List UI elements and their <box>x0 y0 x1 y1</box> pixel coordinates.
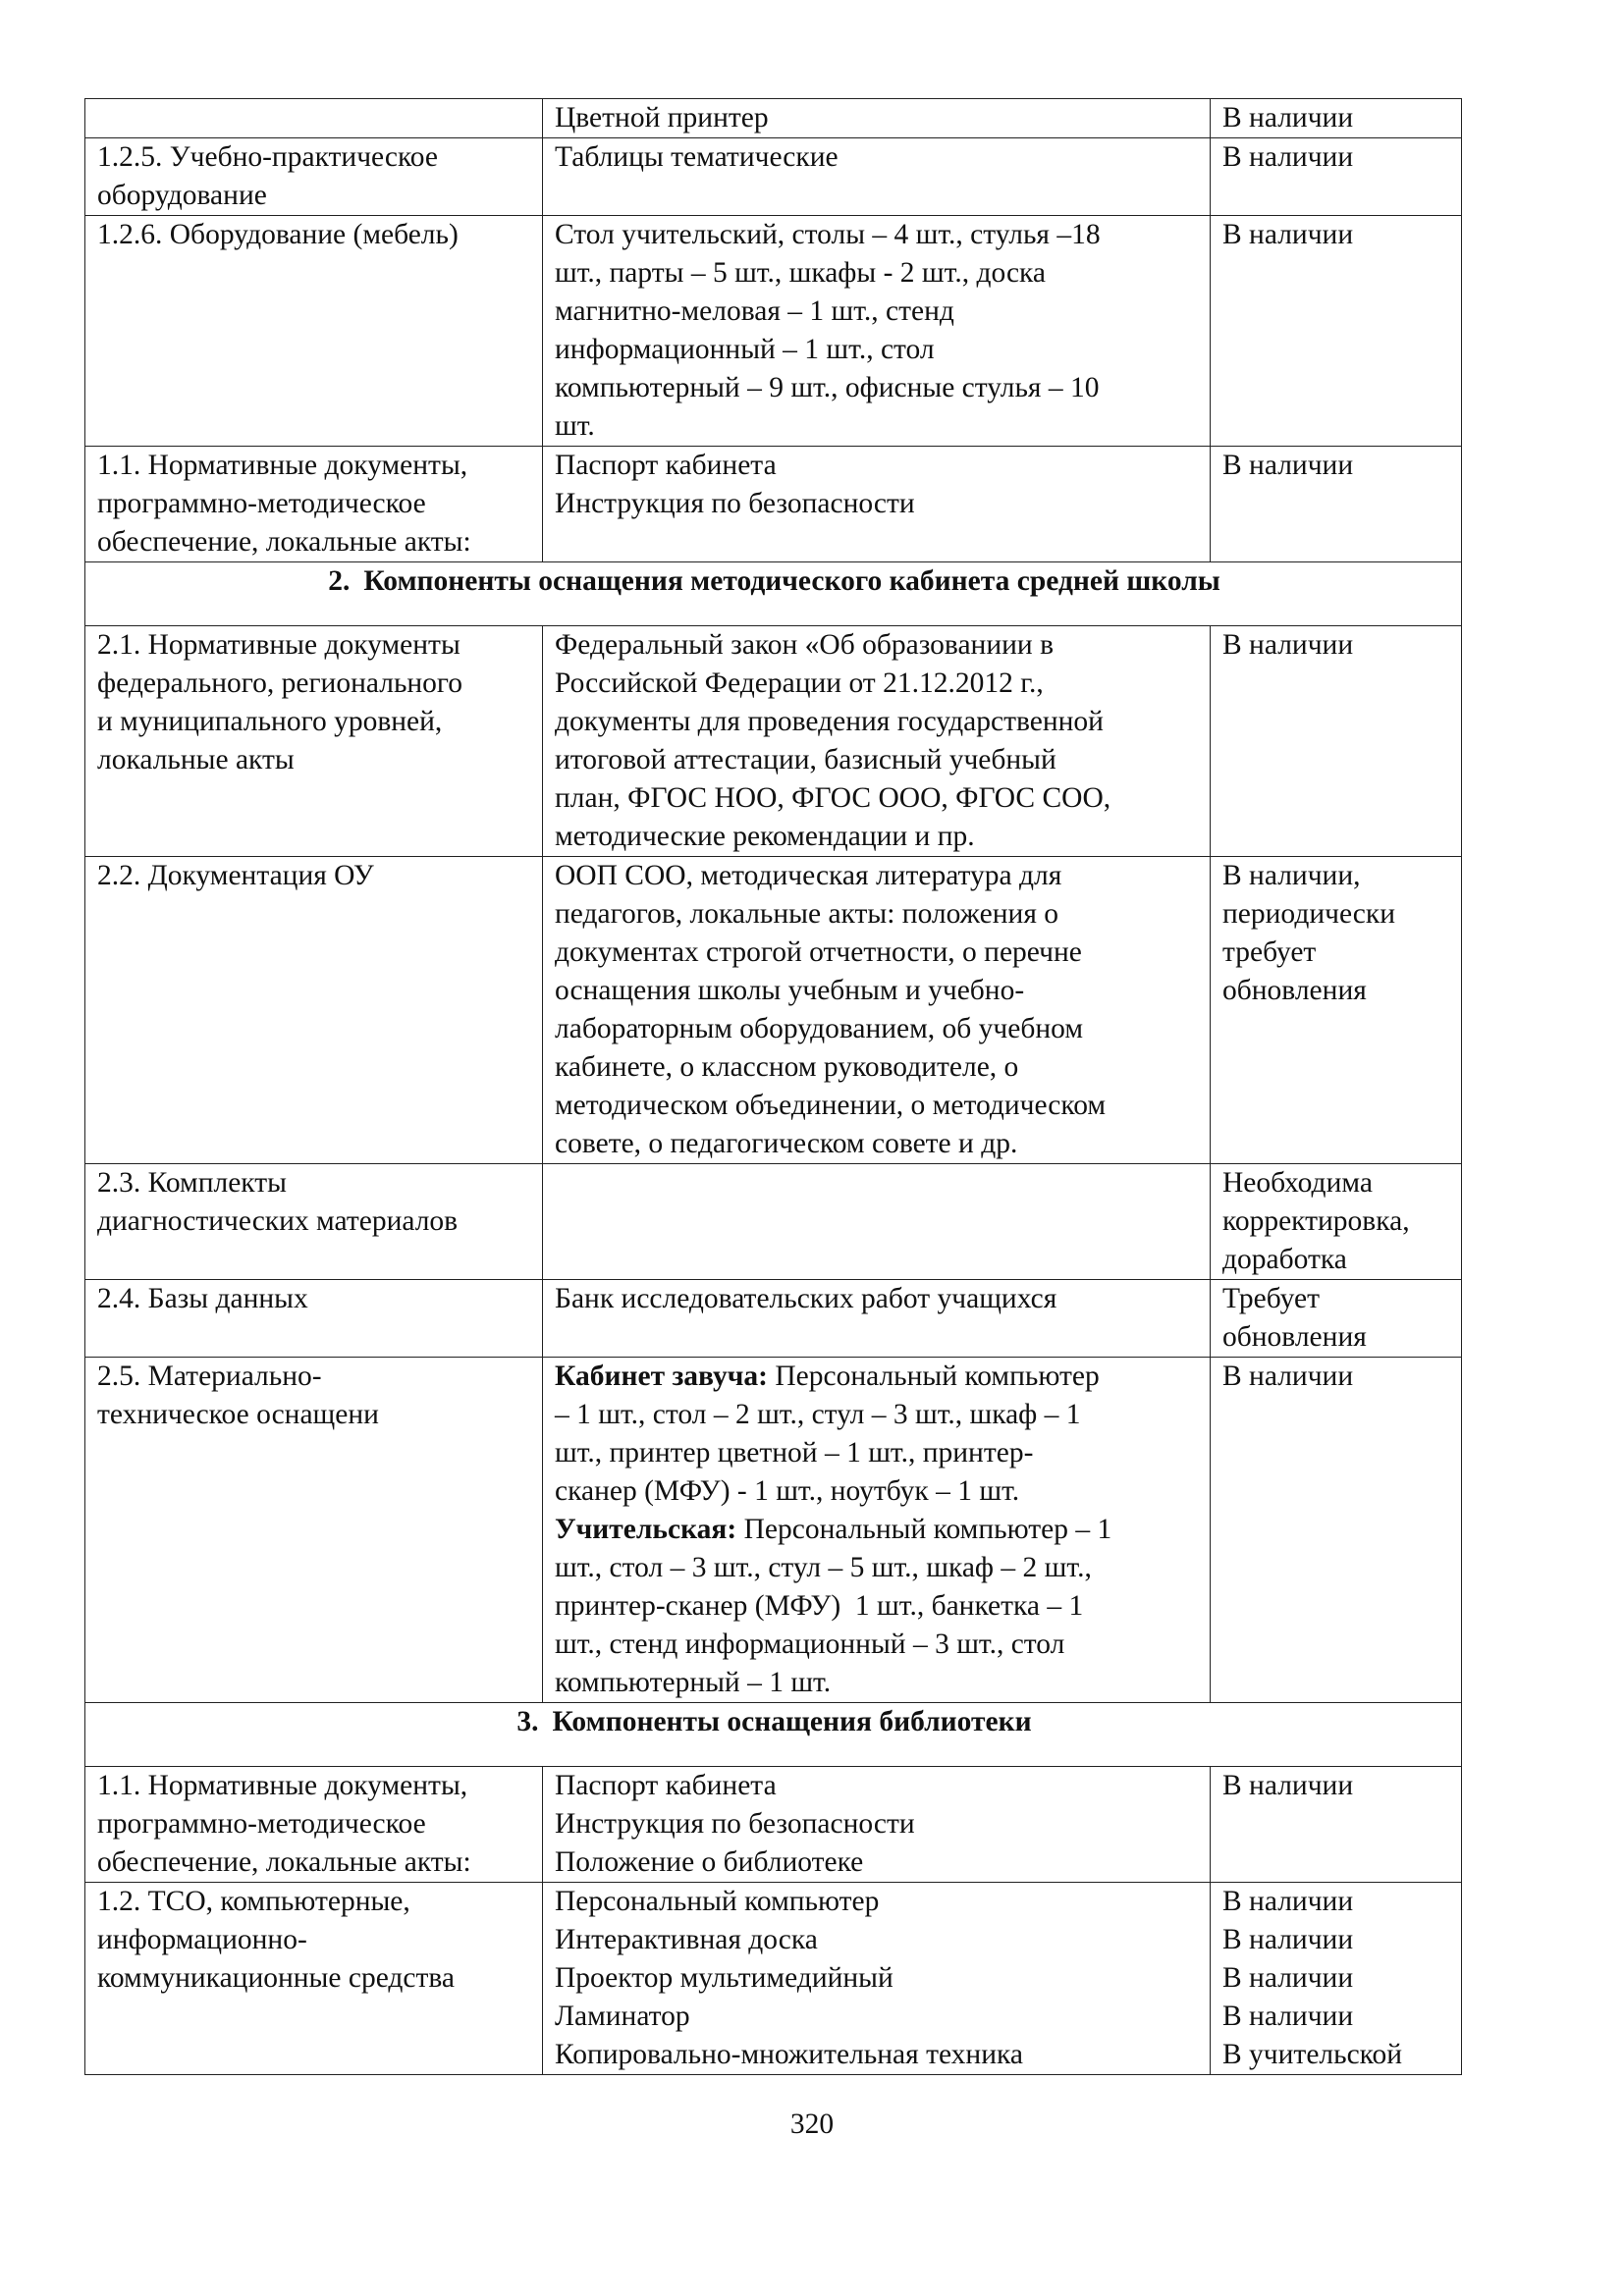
category-cell-line: 2.3. Комплекты <box>97 1167 287 1199</box>
equipment-table-body <box>85 99 1462 2075</box>
category-cell <box>85 138 543 216</box>
description-cell <box>543 447 1211 562</box>
category-cell <box>85 857 543 1164</box>
description-text: Персональный компьютер – 1 <box>736 1514 1112 1545</box>
category-cell-line: 2.4. Базы данных <box>97 1283 308 1314</box>
description-cell-line: Таблицы тематические <box>555 141 839 173</box>
category-cell-line: локальные акты <box>97 744 295 775</box>
section-heading <box>85 1703 1462 1767</box>
description-cell-line <box>555 1472 1200 1511</box>
status-cell-line: В наличии <box>1222 1361 1354 1392</box>
category-cell-line: 1.1. Нормативные документы, <box>97 1770 468 1801</box>
section-number: 2. <box>328 565 351 597</box>
description-cell <box>543 1164 1211 1280</box>
description-cell-line: план, ФГОС НОО, ФГОС ООО, ФГОС СОО, <box>555 782 1111 814</box>
category-cell-line: 2.5. Материально- <box>97 1361 322 1392</box>
status-cell-line: В наличии <box>1222 102 1354 133</box>
status-cell-line: В наличии <box>1222 629 1354 661</box>
description-cell-line <box>555 1587 1200 1626</box>
description-cell-line: Персональный компьютер <box>555 1886 880 1917</box>
description-cell-line: ООП СОО, методическая литература для <box>555 860 1062 891</box>
description-cell-line: Копировально-множительная техника <box>555 2039 1023 2070</box>
category-cell-line: 1.2.5. Учебно-практическое <box>97 141 438 173</box>
description-cell <box>543 857 1211 1164</box>
category-cell-line: коммуникационные средства <box>97 1962 456 1994</box>
description-cell <box>543 138 1211 216</box>
description-cell <box>543 1767 1211 1883</box>
category-cell <box>85 1883 543 2075</box>
table-row <box>85 1883 1462 2075</box>
section-heading <box>85 562 1462 626</box>
table-row <box>85 99 1462 138</box>
table-row <box>85 216 1462 447</box>
description-cell-line: информационный – 1 шт., стол <box>555 334 935 365</box>
description-cell-line: Инструкция по безопасности <box>555 1808 915 1840</box>
status-cell <box>1211 1280 1462 1358</box>
category-cell-line: программно-методическое <box>97 1808 426 1840</box>
status-cell-line: В учительской <box>1222 2039 1403 2070</box>
status-cell <box>1211 1164 1462 1280</box>
category-cell-line: 2.2. Документация ОУ <box>97 860 374 891</box>
status-cell-line: В наличии <box>1222 1962 1354 1994</box>
status-cell-line: В наличии <box>1222 1886 1354 1917</box>
category-cell-line: 1.2. ТСО, компьютерные, <box>97 1886 410 1917</box>
status-cell <box>1211 1358 1462 1703</box>
description-text: компьютерный – 1 шт. <box>555 1667 832 1698</box>
description-cell-line: Федеральный закон «Об образованиии в <box>555 629 1055 661</box>
description-text: шт., принтер цветной – 1 шт., принтер- <box>555 1437 1034 1468</box>
status-cell <box>1211 138 1462 216</box>
description-cell-line: магнитно-меловая – 1 шт., стенд <box>555 295 954 327</box>
description-cell-line: Российской Федерации от 21.12.2012 г., <box>555 667 1044 699</box>
status-cell-line: доработка <box>1222 1244 1347 1275</box>
status-cell-line: В наличии, <box>1222 860 1361 891</box>
description-cell-line: шт. <box>555 410 595 442</box>
description-text: Персональный компьютер <box>767 1361 1100 1392</box>
status-cell-line: периодически <box>1222 898 1395 930</box>
status-cell <box>1211 1767 1462 1883</box>
description-cell-line: документы для проведения государственной <box>555 706 1104 737</box>
status-cell <box>1211 99 1462 138</box>
category-cell-line: обеспечение, локальные акты: <box>97 1846 471 1878</box>
description-cell-line: итоговой аттестации, базисный учебный <box>555 744 1056 775</box>
category-cell <box>85 1280 543 1358</box>
description-cell-line: Цветной принтер <box>555 102 769 133</box>
description-cell <box>543 99 1211 138</box>
table-row <box>85 1767 1462 1883</box>
table-row <box>85 857 1462 1164</box>
category-cell-line: и муниципального уровней, <box>97 706 443 737</box>
section-number: 3. <box>516 1706 539 1737</box>
status-cell-line: В наличии <box>1222 450 1354 481</box>
status-cell-line: корректировка, <box>1222 1205 1410 1237</box>
description-cell <box>543 626 1211 857</box>
description-text: – 1 шт., стол – 2 шт., стул – 3 шт., шкаф – 1 <box>555 1399 1081 1430</box>
status-cell <box>1211 447 1462 562</box>
status-cell-line: обновления <box>1222 1321 1367 1353</box>
description-cell-line: Стол учительский, столы – 4 шт., стулья –18 <box>555 219 1101 250</box>
room-label: Учительская: <box>555 1514 737 1545</box>
table-row <box>85 1280 1462 1358</box>
table-row <box>85 138 1462 216</box>
section-title: Компоненты оснащения библиотеки <box>552 1706 1032 1737</box>
description-cell-line <box>555 1396 1200 1434</box>
section-heading-row <box>85 1703 1462 1767</box>
status-cell <box>1211 857 1462 1164</box>
description-cell <box>543 1280 1211 1358</box>
description-cell-line <box>555 1549 1200 1587</box>
category-cell-line: 1.1. Нормативные документы, <box>97 450 468 481</box>
category-cell-line: диагностических материалов <box>97 1205 459 1237</box>
category-cell <box>85 447 543 562</box>
room-label: Кабинет завуча: <box>555 1361 768 1392</box>
category-cell <box>85 216 543 447</box>
description-text: сканер (МФУ) - 1 шт., ноутбук – 1 шт. <box>555 1475 1020 1507</box>
description-cell-line: методическом объединении, о методическом <box>555 1090 1107 1121</box>
section-title: Компоненты оснащения методического кабинета средней школы <box>363 565 1220 597</box>
description-cell-line: Ламинатор <box>555 2001 690 2032</box>
category-cell-line: информационно- <box>97 1924 307 1955</box>
description-cell <box>543 216 1211 447</box>
status-cell <box>1211 216 1462 447</box>
category-cell-line: техническое оснащени <box>97 1399 379 1430</box>
description-cell-line <box>555 1664 1200 1702</box>
description-cell-line: методические рекомендации и пр. <box>555 821 975 852</box>
category-cell-line: 2.1. Нормативные документы <box>97 629 460 661</box>
description-cell-line: педагогов, локальные акты: положения о <box>555 898 1059 930</box>
category-cell <box>85 1767 543 1883</box>
description-cell-line: кабинете, о классном руководителе, о <box>555 1051 1019 1083</box>
description-cell-line <box>555 1358 1200 1396</box>
status-cell-line: обновления <box>1222 975 1367 1006</box>
description-cell <box>543 1358 1211 1703</box>
description-cell-line: шт., парты – 5 шт., шкафы - 2 шт., доска <box>555 257 1047 289</box>
description-cell-line: лабораторным оборудованием, об учебном <box>555 1013 1084 1044</box>
status-cell-line: В наличии <box>1222 219 1354 250</box>
status-cell-line: В наличии <box>1222 1924 1354 1955</box>
equipment-table <box>84 98 1462 2075</box>
category-cell <box>85 1164 543 1280</box>
description-cell-line: совете, о педагогическом совете и др. <box>555 1128 1018 1159</box>
category-cell <box>85 626 543 857</box>
status-cell-line: В наличии <box>1222 141 1354 173</box>
description-text: шт., стенд информационный – 3 шт., стол <box>555 1629 1065 1660</box>
category-cell-line: федерального, регионального <box>97 667 463 699</box>
category-cell-line: программно-методическое <box>97 488 426 519</box>
table-row <box>85 1164 1462 1280</box>
description-cell-line: Банк исследовательских работ учащихся <box>555 1283 1057 1314</box>
category-cell-line: 1.2.6. Оборудование (мебель) <box>97 219 459 250</box>
description-cell-line: Паспорт кабинета <box>555 450 777 481</box>
description-cell <box>543 1883 1211 2075</box>
description-text: принтер-сканер (МФУ) 1 шт., банкетка – 1 <box>555 1590 1084 1622</box>
status-cell-line: В наличии <box>1222 1770 1354 1801</box>
description-cell-line: Проектор мультимедийный <box>555 1962 893 1994</box>
status-cell <box>1211 1883 1462 2075</box>
status-cell <box>1211 626 1462 857</box>
category-cell-line: оборудование <box>97 180 267 211</box>
description-cell-line: документах строгой отчетности, о перечне <box>555 936 1082 968</box>
description-cell-line: оснащения школы учебным и учебно- <box>555 975 1025 1006</box>
status-cell-line: Необходима <box>1222 1167 1373 1199</box>
section-heading-row <box>85 562 1462 626</box>
status-cell-line: требует <box>1222 936 1317 968</box>
category-cell-line: обеспечение, локальные акты: <box>97 526 471 558</box>
description-cell-line: Паспорт кабинета <box>555 1770 777 1801</box>
description-text: шт., стол – 3 шт., стул – 5 шт., шкаф – 2 шт., <box>555 1552 1092 1583</box>
description-cell-line <box>555 1626 1200 1664</box>
page-number: 320 <box>789 2109 835 2140</box>
description-cell-line <box>555 1511 1200 1549</box>
table-row <box>85 1358 1462 1703</box>
description-cell-line: Инструкция по безопасности <box>555 488 915 519</box>
description-cell-line: Интерактивная доска <box>555 1924 818 1955</box>
category-cell <box>85 1358 543 1703</box>
table-row <box>85 447 1462 562</box>
description-cell-line <box>555 1434 1200 1472</box>
status-cell-line: Требует <box>1222 1283 1320 1314</box>
description-cell-line: Положение о библиотеке <box>555 1846 864 1878</box>
category-cell <box>85 99 543 138</box>
description-cell-line: компьютерный – 9 шт., офисные стулья – 10 <box>555 372 1100 403</box>
table-row <box>85 626 1462 857</box>
status-cell-line: В наличии <box>1222 2001 1354 2032</box>
